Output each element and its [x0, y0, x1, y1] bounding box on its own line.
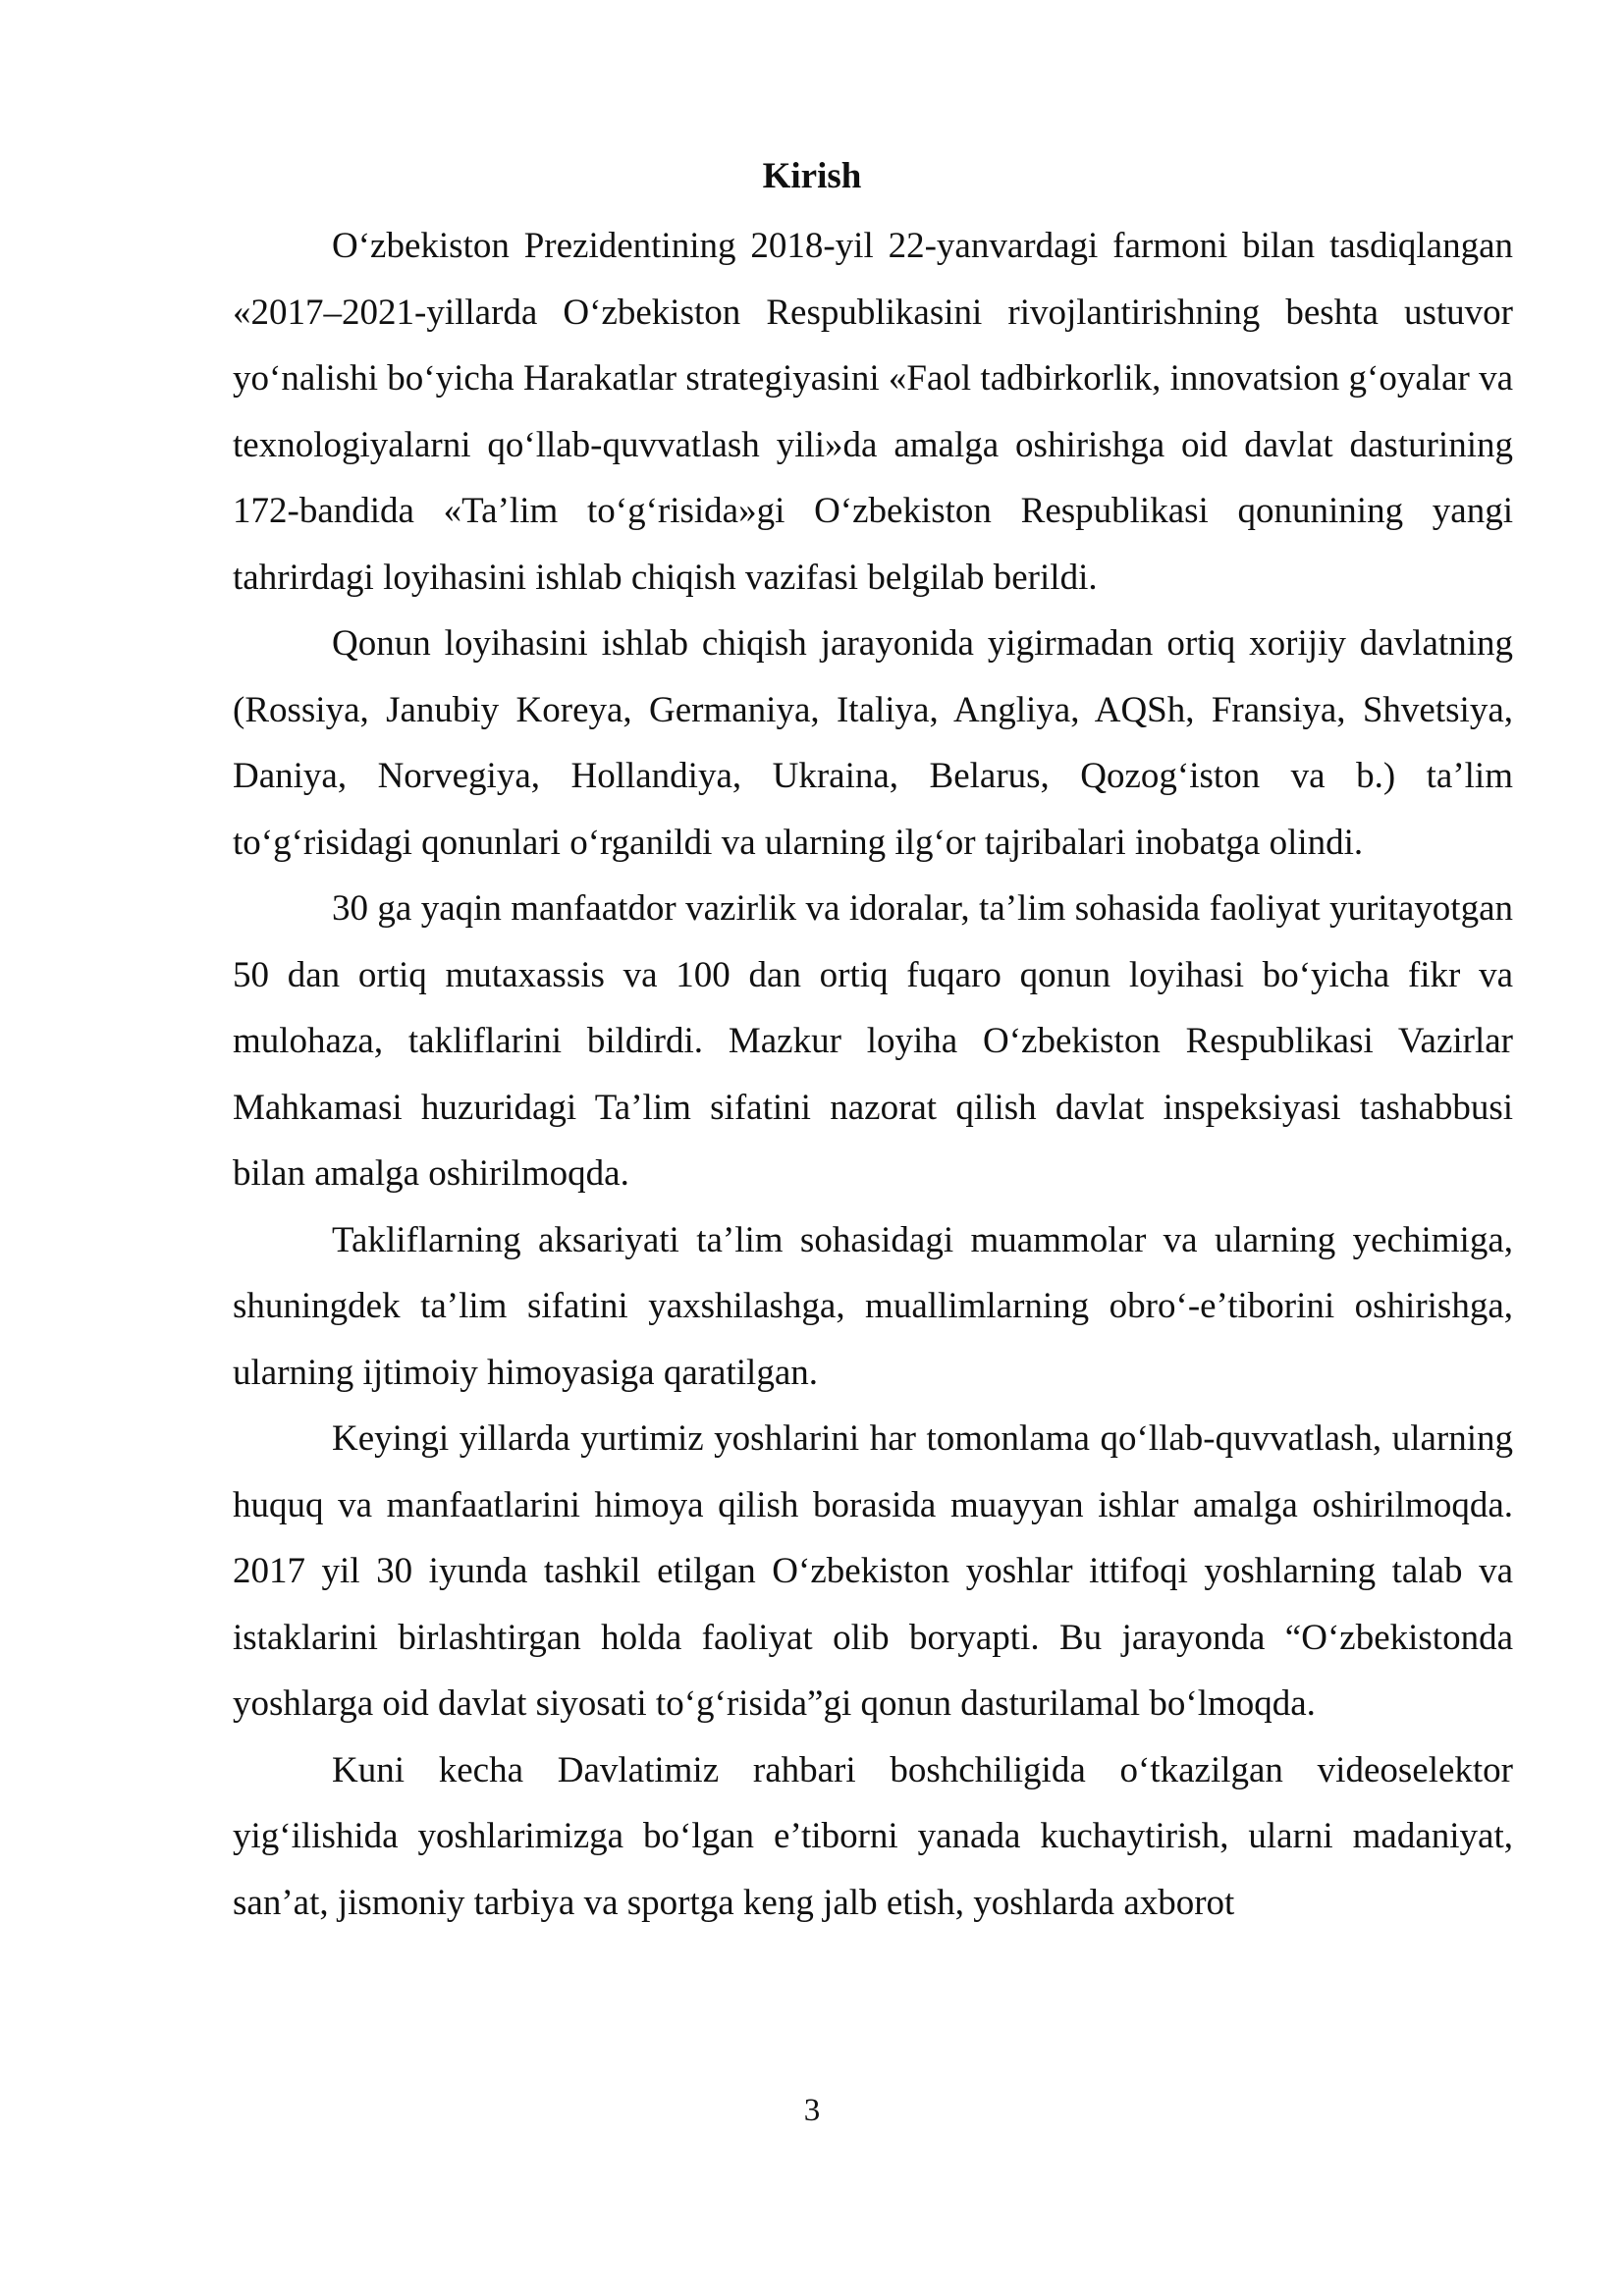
paragraph: Kuni kecha Davlatimiz rahbari boshchiligida o‘tkazilgan videoselektor yig‘ilishida yoshlarimizga bo‘lgan e’tiborni yanada kuchaytirish, ularni madaniyat, san’at, jismoniy tarbiya va sportga keng jalb etish, yoshlarda axborot — [233, 1749, 1513, 1923]
page-title: Kirish — [762, 156, 862, 196]
document-body — [233, 213, 1513, 1936]
paragraph: O‘zbekiston Prezidentining 2018-yil 22-yanvardagi farmoni bilan tasdiqlangan «2017–2021-yillarda O‘zbekiston Respublikasini rivojlantirishning beshta ustuvor yo‘nalishi bo‘yicha Harakatlar strategiyasini «Faol tadbirkorlik, innovatsion g‘oyalar va texnologiyalarni qo‘llab-quvvatlash yili»da amalga oshirishga oid davlat dasturining 172-bandida «Ta’lim to‘g‘risida»gi O‘zbekiston Respublikasi qonunining yangi tahrirdagi loyihasini ishlab chiqish vazifasi belgilab berildi. — [233, 226, 1513, 598]
paragraph: 30 ga yaqin manfaatdor vazirlik va idoralar, ta’lim sohasida faoliyat yuritayotgan 50 dan ortiq mutaxassis va 100 dan ortiq fuqaro qonun loyihasi bo‘yicha fikr va mulohaza, takliflarini bildirdi. Mazkur loyiha O‘zbekiston Respublikasi Vazirlar Mahkamasi huzuridagi Ta’lim sifatini nazorat qilish davlat inspeksiyasi tashabbusi bilan amalga oshirilmoqda. — [233, 888, 1513, 1194]
paragraph: Keyingi yillarda yurtimiz yoshlarini har tomonlama qo‘llab-quvvatlash, ularning huquq va manfaatlarini himoya qilish borasida muayyan ishlar amalga oshirilmoqda. 2017 yil 30 iyunda tashkil etilgan O‘zbekiston yoshlar ittifoqi yoshlarning talab va istaklarini birlashtirgan holda faoliyat olib boryapti. Bu jarayonda “O‘zbekistonda yoshlarga oid davlat siyosati to‘g‘risida”gi qonun dasturilamal bo‘lmoqda. — [233, 1418, 1513, 1724]
paragraph: Qonun loyihasini ishlab chiqish jarayonida yigirmadan ortiq xorijiy davlatning (Rossiya, Janubiy Koreya, Germaniya, Italiya, Angliya, AQSh, Fransiya, Shvetsiya, Daniya, Norvegiya, Hollandiya, Ukraina, Belarus, Qozog‘iston va b.) ta’lim to‘g‘risidagi qonunlari o‘rganildi va ularning ilg‘or tajribalari inobatga olindi. — [233, 623, 1513, 863]
paragraph: Takliflarning aksariyati ta’lim sohasidagi muammolar va ularning yechimiga, shuningdek ta’lim sifatini yaxshilashga, muallimlarning obro‘-e’tiborini oshirishga, ularning ijtimoiy himoyasiga qaratilgan. — [233, 1219, 1513, 1393]
page-number: 3 — [803, 2093, 821, 2128]
